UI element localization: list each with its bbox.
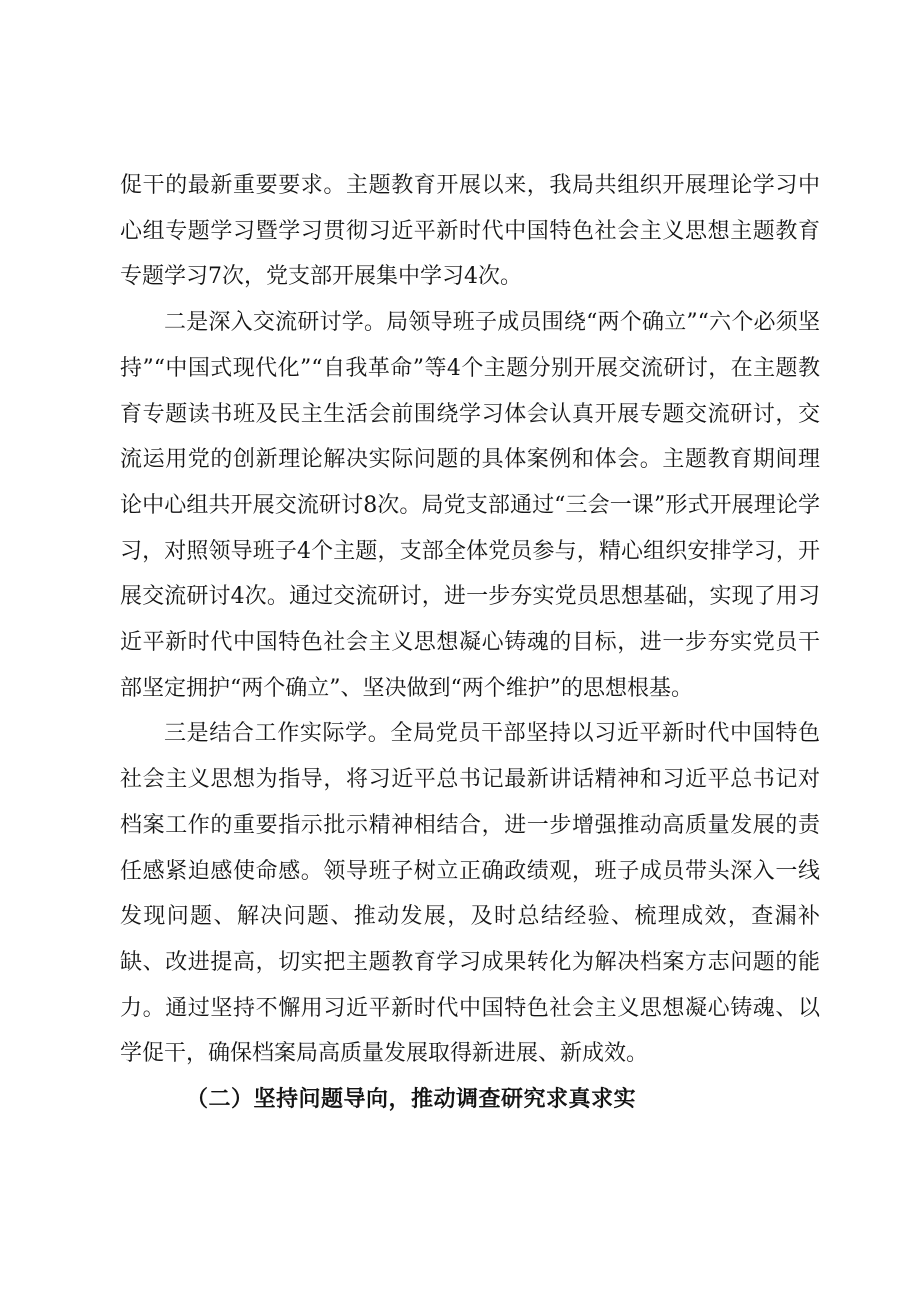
- paragraph-continued: 促干的最新重要要求。主题教育开展以来，我局共组织开展理论学习中心组专题学习暨学习贯彻习近平新时代中国特色社会主义思想主题教育专题学习7次，党支部开展集中学习4次。: [120, 173, 820, 290]
- paragraph-exchange-discussion: 二是深入交流研讨学。局领导班子成员围绕“两个确立”“六个必须坚持”“中国式现代化”“自我革命”等4个主题分别开展交流研讨，在主题教育专题读书班及民主生活会前围绕学习体会认真开展专题交流研讨，交流运用党的创新理论解决实际问题的具体案例和体会。主题教育期间理论中心组共开展交流研讨8次。局党支部通过“三会一课”形式开展理论学习，对照领导班子4个主题，支部全体党员参与，精心组织安排学习，开展交流研讨4次。通过交流研讨，进一步夯实党员思想基础，实现了用习近平新时代中国特色社会主义思想凝心铸魂的目标，进一步夯实党员干部坚定拥护“两个确立”、坚决做到“两个维护”的思想根基。: [120, 310, 820, 701]
- section-heading: （二）坚持问题导向，推动调查研究求真求实: [186, 1087, 637, 1113]
- paragraph-work-practice: 三是结合工作实际学。全局党员干部坚持以习近平新时代中国特色社会主义思想为指导，将习近平总书记最新讲话精神和习近平总书记对档案工作的重要指示批示精神相结合，进一步增强推动高质量发展的责任感紧迫感使命感。领导班子树立正确政绩观，班子成员带头深入一线发现问题、解决问题、推动发展，及时总结经验、梳理成效，查漏补缺、改进提高，切实把主题教育学习成果转化为解决档案方志问题的能力。通过坚持不懈用习近平新时代中国特色社会主义思想凝心铸魂、以学促干，确保档案局高质量发展取得新进展、新成效。: [120, 721, 820, 1067]
- document-body: [120, 163, 820, 1123]
